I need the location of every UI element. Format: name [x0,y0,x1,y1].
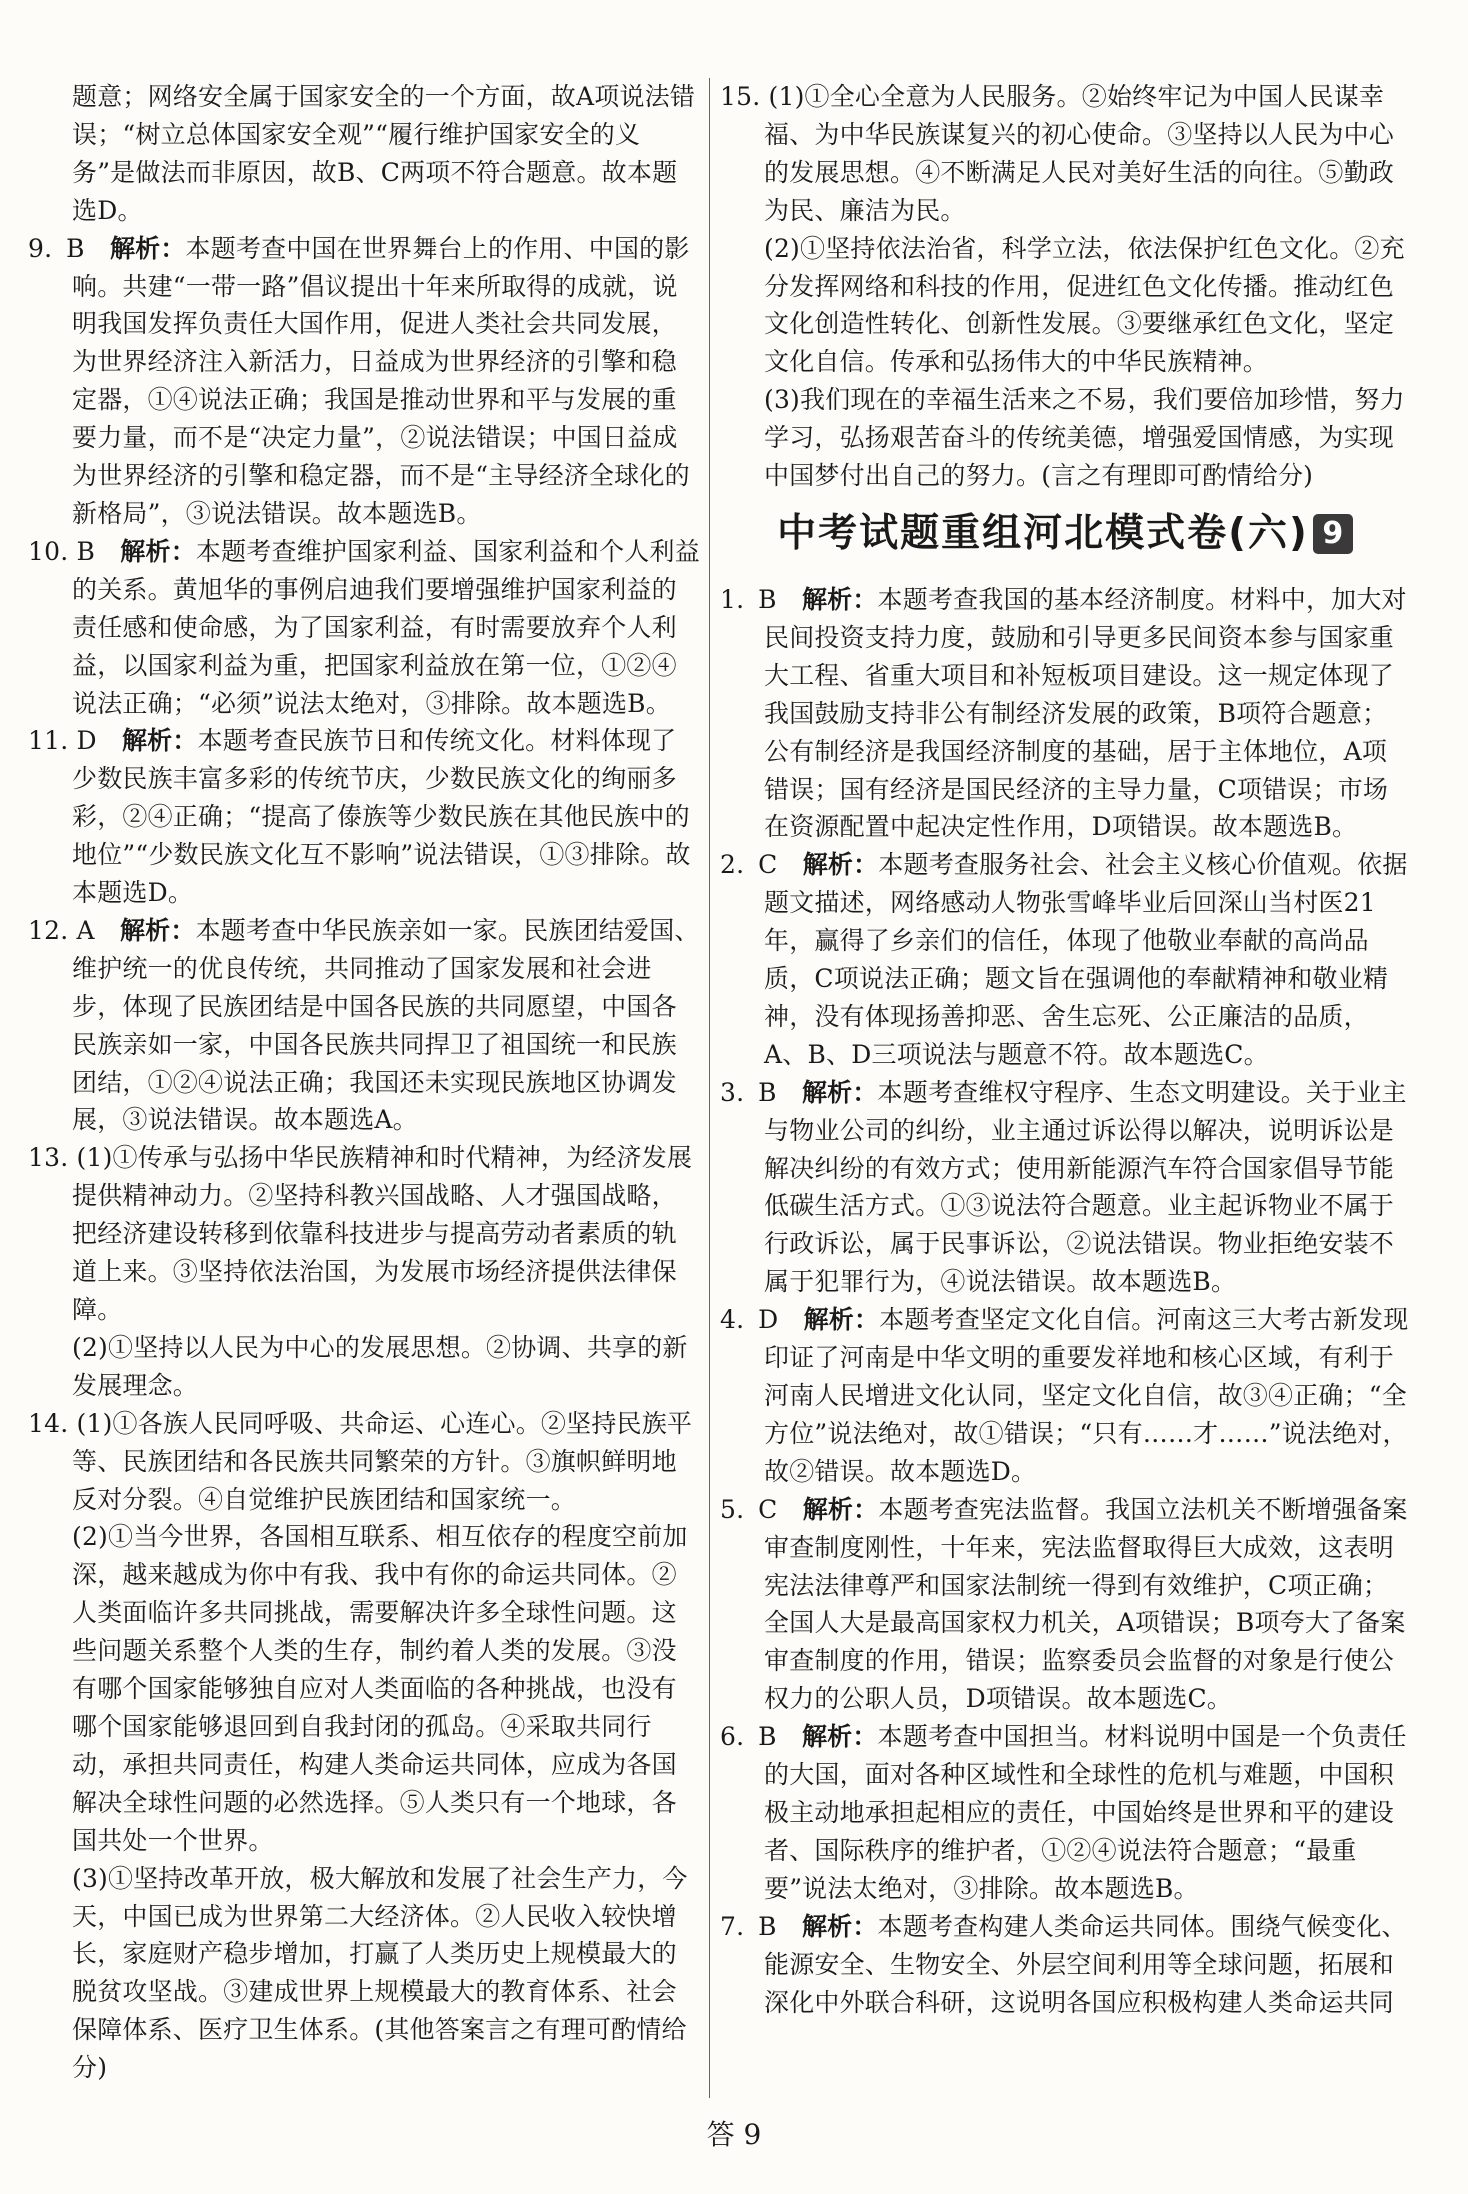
answer-6: 6. B 解析：本题考查中国担当。材料说明中国是一个负责任的大国，面对各种区域性和全球性的危机与难题，中国积极主动地承担起相应的责任，中国始终是世界和平的建设者、国际秩序的维护者，①②④说法符合题意；“最重要”说法太绝对，③排除。故本题选B。 [720,1722,1407,1903]
answer-14-part2: (2)①当今世界，各国相互联系、相互依存的程度空前加深，越来越成为你中有我、我中有你的命运共同体。②人类面临许多共同挑战，需要解决许多全球性问题。这些问题关系整个人类的生存，制约着人类的发展。③没有哪个国家能够独自应对人类面临的各种挑战，也没有哪个国家能够退回到自我封闭的孤岛。④采取共同行动，承担共同责任，构建人类命运共同体，应成为各国解决全球性问题的必然选择。⑤人类只有一个地球，各国共处一个世界。 [72,1522,688,1855]
answer-12: 12. A 解析：本题考查中华民族亲如一家。民族团结爱国、维护统一的优良传统，共同推动了国家发展和社会进步，体现了民族团结是中国各民族的共同愿望，中国各民族亲如一家，中国各民族共同捍卫了祖国统一和民族团结，①②④说法正确；我国还未实现民族地区协调发展，③说法错误。故本题选A。 [28,915,700,1135]
answer-14-part3: (3)①坚持改革开放，极大解放和发展了社会生产力，今天，中国已成为世界第二大经济体。②人民收入较快增长，家庭财产稳步增加，打赢了人类历史上规模最大的脱贫攻坚战。③建成世界上规模最大的教育体系、社会保障体系、医疗卫生体系。(其他答案言之有理可酌情给分) [72,1863,688,2083]
answer-4: 4. D 解析：本题考查坚定文化自信。河南这三大考古新发现印证了河南是中华文明的重要发祥地和核心区域，有利于河南人民增进文化认同，坚定文化自信，故③④正确；“全方位”说法绝对，故①错误；“只有……才……”说法绝对，故②错误。故本题选D。 [720,1305,1409,1486]
answer-9: 9. B 解析：本题考查中国在世界舞台上的作用、中国的影响。共建“一带一路”倡议提出十年来所取得的成就，说明我国发挥负责任大国作用，促进人类社会共同发展，为世界经济注入新活力，日益成为世界经济的引擎和稳定器，①④说法正确；我国是推动世界和平与发展的重要力量，而不是“决定力量”，②说法错误；中国日益成为世界经济的引擎和稳定器，而不是“主导经济全球化的新格局”，③说法错误。故本题选B。 [28,233,690,528]
answer-2: 2. C 解析：本题考查服务社会、社会主义核心价值观。依据题文描述，网络感动人物张雪峰毕业后回深山当村医21年，赢得了乡亲们的信任，体现了他敬业奉献的高尚品质，C项说法正确；题文旨在强调他的奉献精神和敬业精神，没有体现扬善抑恶、舍生忘死、公正廉洁的品质，A、B、D三项说法与题意不符。故本题选C。 [720,850,1408,1069]
section-title: 中考试题重组河北模式卷(六) 9 [720,505,1410,563]
answer-11: 11. D 解析：本题考查民族节日和传统文化。材料体现了少数民族丰富多彩的传统节庆，少数民族文化的绚丽多彩，②④正确；“提高了傣族等少数民族在其他民族中的地位”“少数民族文化互不影响”说法错误，①③排除。故本题选D。 [28,726,691,908]
answer-10: 10. B 解析：本题考查维护国家利益、国家利益和个人利益的关系。黄旭华的事例启迪我们要增强维护国家利益的责任感和使命感，为了国家利益，有时需要放弃个人利益，以国家利益为重，把国家利益放在第一位，①②④说法正确；“必须”说法太绝对，③排除。故本题选B。 [28,536,700,718]
answer-7: 7. B 解析：本题考查构建人类命运共同体。围绕气候变化、能源安全、生物安全、外层空间利用等全球问题，拓展和深化中外联合科研，这说明各国应积极构建人类命运共同 [720,1911,1407,2017]
answer-1: 1. B 解析：本题考查我国的基本经济制度。材料中，加大对民间投资支持力度，鼓励和引导更多民间资本参与国家重大工程、省重大项目和补短板项目建设。这一规定体现了我国鼓励支持非公有制经济发展的政策，B项符合题意；公有制经济是我国经济制度的基础，居于主体地位，A项错误；国有经济是国民经济的主导力量，C项错误；市场在资源配置中起决定性作用，D项错误。故本题选B。 [720,584,1407,842]
answer-13-part2: (2)①坚持以人民为中心的发展思想。②协调、共享的新发展理念。 [72,1332,688,1400]
answer-14-part1: 14. (1)①各族人民同呼吸、共命运、心连心。②坚持民族平等、民族团结和各民族共同繁荣的方针。③旗帜鲜明地反对分裂。④自觉维护民族团结和国家统一。 [28,1408,693,1514]
answer-5: 5. C 解析：本题考查宪法监督。我国立法机关不断增强备案审查制度刚性，十年来，宪法监督取得巨大成效，这表明宪法法律尊严和国家法制统一得到有效维护，C项正确；全国人大是最高国家权力机关，A项错误；B项夸大了备案审查制度的作用，错误；监察委员会监督的对象是行使公权力的公职人员，D项错误。故本题选C。 [720,1494,1408,1714]
answer-3: 3. B 解析：本题考查维权守程序、生态文明建设。关于业主与物业公司的纠纷，业主通过诉讼得以解决，说明诉讼是解决纠纷的有效方式；使用新能源汽车符合国家倡导节能低碳生活方式。①③说法符合题意。业主起诉物业不属于行政诉讼，属于民事诉讼，②说法错误。物业拒绝安装不属于犯罪行为，④说法错误。故本题选B。 [720,1077,1407,1297]
answer-13-part1: 13. (1)①传承与弘扬中华民族精神和时代精神，为经济发展提供精神动力。②坚持科教兴国战略、人才强国战略，把经济建设转移到依靠科技进步与提高劳动者素质的轨道上来。③坚持依法治国，为发展市场经济提供法律保障。 [28,1143,693,1324]
answer-15-part3: (3)我们现在的幸福生活来之不易，我们要倍加珍惜，努力学习，弘扬艰苦奋斗的传统美德，增强爱国情感，为实现中国梦付出自己的努力。(言之有理即可酌情给分) [764,385,1405,491]
answer-15-part1: 15. (1)①全心全意为人民服务。②始终牢记为中国人民谋幸福、为中华民族谋复兴的初心使命。③坚持以人民为中心的发展思想。④不断满足人民对美好生活的向往。⑤勤政为民、廉洁为民。 [720,82,1395,225]
right-column [720,78,1410,2021]
left-column [28,78,700,2087]
answer-15-part2: (2)①坚持依法治省，科学立法，依法保护红色文化。②充分发挥网络和科技的作用，促进红色文化传播。推动红色文化创造性转化、创新性发展。③要继承红色文化，坚定文化自信。传承和弘扬伟大的中华民族精神。 [764,233,1405,377]
page-badge: 9 [1313,514,1353,554]
continued-answer: 题意；网络安全属于国家安全的一个方面，故A项说法错误；“树立总体国家安全观”“履行维护国家安全的义务”是做法而非原因，故B、C两项不符合题意。故本题选D。 [72,82,696,225]
page-number: 答 9 [706,2118,762,2151]
column-divider [709,78,710,2098]
